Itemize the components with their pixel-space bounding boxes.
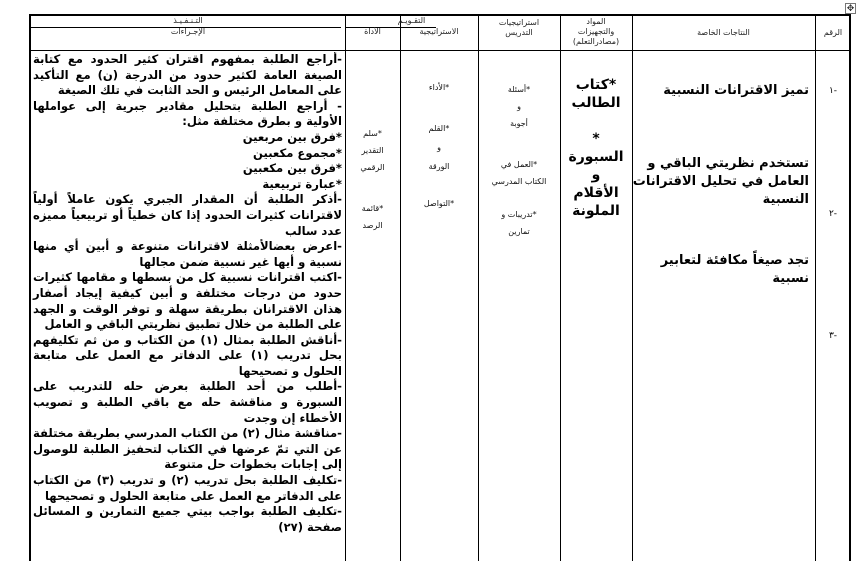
header-execution: التـنـفـيـذ [173,16,203,25]
row-number-1: -١ [828,86,838,96]
procedure-item: *عبارة تربيعية [262,176,342,191]
header-evaluation: التقـويـم [397,16,426,25]
procedures-cell [31,52,345,563]
outcome-1: تميز الاقترانات النسبية [663,83,809,98]
procedure-item: - أراجع الطلبة بتحليل مقادير جبرية إلى عواملها الأولية و بطرق مختلفة مثل: [33,98,342,129]
procedure-item: -مناقشة مثال (٢) من الكتاب المدرسي بطريقة مختلفة عن التي تمّ عرضها في الكتاب لتحفيز الطلبة للوصول إلى إجابات بخطوات حل متنوعة [33,426,342,472]
procedure-item: *فرق بين مربعين [242,129,342,144]
header-procedures: الإجـراءات [170,27,206,36]
procedure-item: -أراجع الطلبة بمفهوم اقتران كثير الحدود مع كتابة الصيغة العامة لكثير حدود من الدرجة (ن) مع التأكيد على المعامل الرئيس و الحد الثابت في تلك الصيغة [33,52,342,98]
procedure-item: -اكتب اقترانات نسبية كل من بسطها و مقامها كثيرات حدود من درجات مختلفة و أبين كيفية إيجاد أصفار هذان الاقترانان بطريقة سهلة و توفر الوقت و الجهد على الطلبة من خلال تطبيق نظريتي الباقي و العامل [33,270,342,332]
table-move-handle-icon[interactable]: ✥ [846,4,855,14]
tools-cell: *سلم التقدير الرقمي *قائمة الرصد [360,129,385,230]
header-bottom-rule [31,50,849,51]
header-materials: المواد والتجهيزات (مصادرالتعلم) [572,17,620,46]
procedure-item: -تكليف الطلبة بحل تدريب (٢) و تدريب (٣) من الكتاب على الدفاتر مع العمل على متابعة الحلول و تصحيحها [33,473,343,503]
column-divider [815,16,816,561]
procedure-item: -أطلب من أحد الطلبة بعرض حله للتدريب على السبورة و مناقشة حله مع باقي الطلبة و تصويب الأخطاء إن وجدت [33,379,342,425]
teaching-strategies-cell: *أسئلة و أجوبة *العمل في الكتاب المدرسي *تدريبات و تمارين [491,85,547,236]
outcome-2: تستخدم نظريتي الباقي و العامل في تحليل الاقترانات النسبية [632,156,809,207]
procedure-item: -أناقش الطلبة بمثال (١) من الكتاب و من ثم تكليفهم بحل تدريب (١) على الدفاتر مع العمل على متابعة الحلول و تصحيحها [33,332,342,378]
procedure-item: -أذكر الطلبة أن المقدار الجبري يكون عاملاً أولياً لاقترانات كثيرات الحدود إذا كان خطياً أو تربيعياً مميزه عدد سالب [33,192,342,238]
header-strategy: الاستراتيجية [419,27,459,36]
lesson-plan-table [29,14,851,561]
header-outcomes: النتاجات الخاصة [697,28,750,37]
row-number-3: -٣ [828,331,838,341]
header-tool: الأداة [364,27,381,36]
header-number: الرقم [823,28,843,37]
procedure-item: -اعرض بعضالأمثلة لاقترانات متنوعة و أبين أي منها نسبية و أيها غير نسبية ضمن مجالها [33,239,342,269]
header-teaching-strategies: استراتيجيات التدريس [498,18,540,37]
row-number-2: -٢ [828,209,838,219]
column-divider [345,16,346,561]
procedure-item: -تكليف الطلبة بواجب بيتي جميع التمارين و المسائل صفحة (٢٧) [33,504,342,534]
outcome-3: تجد صيغاً مكافئة لتعابير نسبية [660,253,809,286]
procedure-item: *مجموع مكعبين [253,145,342,160]
procedure-item: *فرق بين مكعبين [242,161,342,176]
materials-cell: *كتاب الطالب * السبورة و الأقلام الملونة [568,77,624,219]
strategies-cell: *الأداء *القلم و الورقة *التواصل [423,83,455,208]
